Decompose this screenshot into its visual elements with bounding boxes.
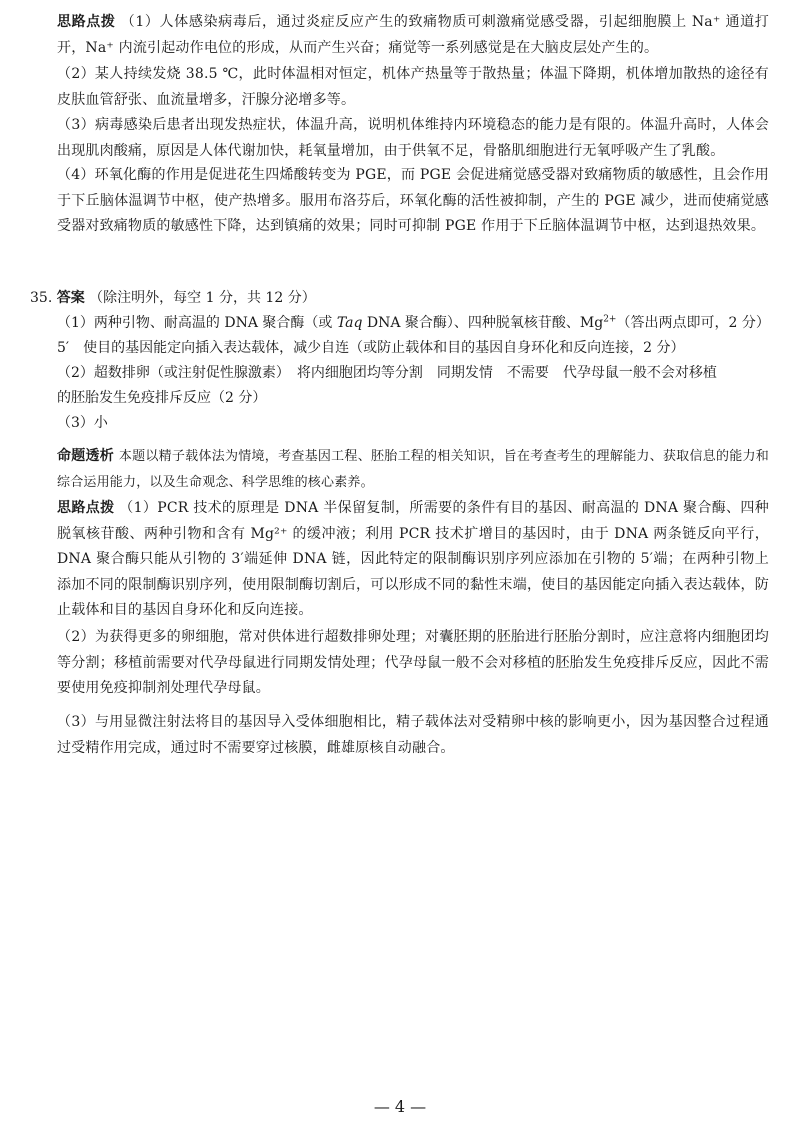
- superscript: 2+: [603, 314, 617, 325]
- analysis-text: （1）人体感染病毒后，通过炎症反应产生的致痛物质可刺激痛觉感受器，引起细胞膜上 Na⁺ 通道打开，Na⁺ 内流引起动作电位的形成，从而产生兴奋；痛觉等一系列感觉是在大脑皮层处产生的。: [57, 14, 769, 56]
- answer-text: （3）小: [57, 415, 108, 431]
- analysis-lead: 思路点拨: [57, 14, 116, 30]
- analysis2-paragraph-3: [57, 710, 769, 761]
- answer-2-line-2: [57, 386, 266, 411]
- question-35-answer-header: [30, 286, 316, 311]
- scoring-note: （除注明外，每空 1 分，共 12 分）: [89, 290, 316, 306]
- intent-lead: 命题透析: [57, 448, 115, 464]
- answer-text: （2）超数排卵（或注射促性腺激素） 将内细胞团均等分割 同期发情 不需要 代孕母鼠一般不会对移植: [57, 365, 717, 381]
- analysis-text: （3）与用显微注射法将目的基因导入受体细胞相比，精子载体法对受精卵中核的影响更小，因为基因整合过程通过受精作用完成，通过时不需要穿过核膜，雌雄原核自动融合。: [57, 714, 769, 756]
- answer-1-line-1: [57, 311, 770, 336]
- page-number: — 4 —: [373, 1097, 427, 1116]
- answer-3: [57, 411, 108, 436]
- analysis-text: （3）病毒感染后患者出现发热症状，体温升高，说明机体维持内环境稳态的能力是有限的。体温升高时，人体会出现肌肉酸痛，原因是人体代谢加快，耗氧量增加，由于供氧不足，骨骼肌细胞进行无氧呼吸产生了乳酸。: [57, 117, 769, 159]
- answer-text: 5′ 使目的基因能定向插入表达载体，减少自连（或防止载体和目的基因自身环化和反向连接，2 分）: [57, 340, 685, 356]
- question-number: 35.: [30, 290, 53, 306]
- answer-text: （1）两种引物、耐高温的 DNA 聚合酶（或: [57, 315, 337, 331]
- answer-text: DNA 聚合酶）、四种脱氧核苷酸、Mg: [362, 315, 604, 331]
- answer-1-line-2: [57, 336, 684, 361]
- answer-text: （答出两点即可，2 分）: [616, 315, 770, 331]
- answer-2-line-1: [57, 361, 717, 386]
- analysis-paragraph-4: [57, 163, 769, 240]
- analysis2-paragraph-1: [57, 496, 769, 624]
- analysis-text: （2）为获得更多的卵细胞，常对供体进行超数排卵处理；对囊胚期的胚胎进行胚胎分割时，应注意将内细胞团均等分割；移植前需要对代孕母鼠进行同期发情处理；代孕母鼠一般不会对移植的胚胎发生免疫排斥反应，因此不需要使用免疫抑制剂处理代孕母鼠。: [57, 629, 769, 696]
- analysis-paragraph-2: [57, 62, 769, 113]
- analysis-text: （2）某人持续发烧 38.5 ℃，此时体温相对恒定，机体产热量等于散热量；体温下降期，机体增加散热的途径有皮肤血管舒张、血流量增多，汗腺分泌增多等。: [57, 66, 769, 108]
- intent-paragraph: [57, 444, 769, 495]
- analysis2-lead: 思路点拨: [57, 500, 115, 516]
- taq-italic: Taq: [336, 315, 363, 331]
- analysis-text: （4）环氧化酶的作用是促进花生四烯酸转变为 PGE，而 PGE 会促进痛觉感受器对致痛物质的敏感性，且会作用于下丘脑体温调节中枢，使产热增多。服用布洛芬后，环氧化酶的活性被抑制，产生的 PGE 减少，进而使痛觉感受器对致痛物质的敏感性下降，达到镇痛的效果；同时可抑制 PGE 作用于下丘脑体温调节中枢，达到退热效果。: [57, 167, 769, 234]
- analysis-paragraph-3: [57, 113, 769, 164]
- answer-text: 的胚胎发生免疫排斥反应（2 分）: [57, 390, 267, 406]
- analysis2-paragraph-2: [57, 625, 769, 702]
- answer-label: 答案: [56, 290, 85, 306]
- analysis-text: （1）PCR 技术的原理是 DNA 半保留复制，所需要的条件有目的基因、耐高温的 DNA 聚合酶、四种脱氧核苷酸、两种引物和含有 Mg²⁺ 的缓冲液；利用 PCR 技术扩增目的基因时，由于 DNA 两条链反向平行，DNA 聚合酶只能从引物的 3′端延伸 DNA 链，因此特定的限制酶识别序列应添加在引物的 5′端；在两种引物上添加不同的限制酶识别序列，使用限制酶切割后，可以形成不同的黏性末端，使目的基因能定向插入表达载体，防止载体和目的基因自身环化和反向连接。: [57, 500, 769, 618]
- intent-text: 本题以精子载体法为情境，考查基因工程、胚胎工程的相关知识，旨在考查考生的理解能力、获取信息的能力和综合运用能力，以及生命观念、科学思维的核心素养。: [57, 449, 769, 490]
- analysis-paragraph-1: [57, 10, 769, 61]
